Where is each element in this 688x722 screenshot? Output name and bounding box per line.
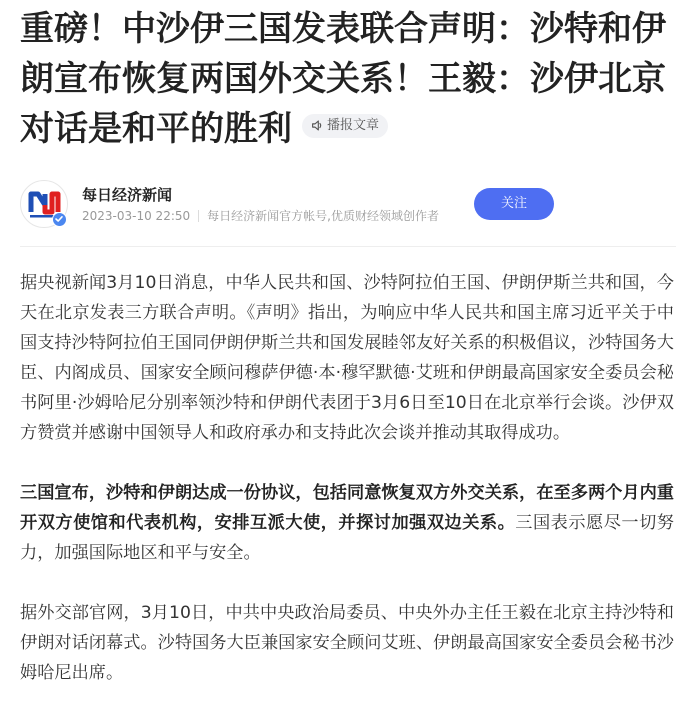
- paragraph-text: 据外交部官网，3月10日，中共中央政治局委员、中央外办主任王毅在北京主持沙特和伊朗对话闭幕式。沙特国务大臣兼国家安全顾问艾班、伊朗最高国家安全委员会秘书沙姆哈尼出席。: [20, 603, 674, 683]
- article-title-text: 重磅！中沙伊三国发表联合声明：沙特和伊朗宣布恢复两国外交关系！王毅：沙伊北京对话是和平的胜利: [20, 9, 666, 149]
- author-meta: [82, 207, 439, 224]
- paragraph-bold-text: 三国宣布，沙特和伊朗达成一份协议，包括同意恢复双方外交关系，在至多两个月内重开双方使馆和代表机构，安排互派大使，并探讨加强双边关系。: [20, 483, 674, 533]
- verified-badge-icon: [52, 212, 67, 227]
- article-body: [20, 268, 674, 718]
- listen-article-button[interactable]: [302, 114, 388, 138]
- article-title: [20, 4, 676, 154]
- listen-article-label: 播报文章: [327, 117, 380, 133]
- author-name[interactable]: 每日经济新闻: [82, 186, 173, 204]
- meta-divider: [198, 210, 199, 222]
- follow-button[interactable]: 关注: [474, 188, 554, 220]
- speaker-icon: [311, 119, 324, 132]
- author-description: 每日经济新闻官方帐号,优质财经领域创作者: [207, 209, 439, 223]
- author-info: [20, 180, 676, 230]
- publish-time: 2023-03-10 22:50: [82, 209, 191, 223]
- article-paragraph-3: [20, 598, 674, 688]
- article-paragraph-1: [20, 268, 674, 448]
- paragraph-text: 据央视新闻3月10日消息，中华人民共和国、沙特阿拉伯王国、伊朗伊斯兰共和国，今天在北京发表三方联合声明。《声明》指出，为响应中华人民共和国主席习近平关于中国支持沙特阿拉伯王国同伊朗伊斯兰共和国发展睦邻友好关系的积极倡议，沙特国务大臣、内阁成员、国家安全顾问穆萨伊德·本·穆罕默德·艾班和伊朗最高国家安全委员会秘书阿里·沙姆哈尼分别率领沙特和伊朗代表团于3月6日至10日在北京举行会谈。沙伊双方赞赏并感谢中国领导人和政府承办和支持此次会谈并推动其取得成功。: [20, 273, 674, 443]
- paragraph-text: 三国表示愿尽一切努力，加强国际地区和平与安全。: [20, 513, 674, 563]
- article-paragraph-2: [20, 478, 674, 568]
- header-divider: [20, 246, 676, 247]
